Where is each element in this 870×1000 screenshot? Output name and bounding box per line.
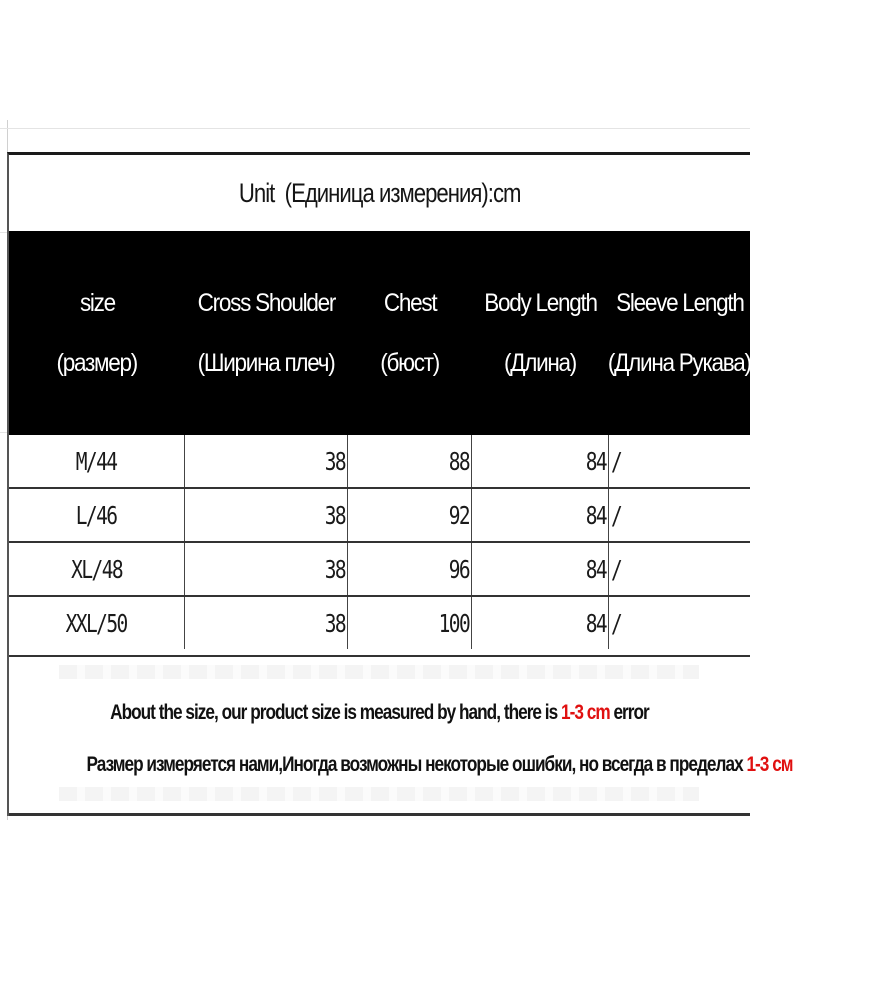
- table-header: [9, 231, 750, 435]
- header-chest-en: Chest: [383, 289, 437, 317]
- unit-label: [9, 155, 750, 231]
- cell-size: XXL/50: [9, 597, 185, 649]
- header-sleeve-length: [609, 231, 750, 435]
- note-russian-highlight: 1-3 см: [746, 753, 793, 776]
- header-size: [9, 231, 185, 435]
- header-chest: [348, 231, 472, 435]
- cell-size: L/46: [9, 489, 185, 541]
- header-size-ru: (размер): [56, 349, 138, 377]
- header-cross-shoulder-ru: (Ширина плеч): [198, 349, 335, 377]
- header-body-length-en: Body Length: [484, 289, 597, 317]
- note-english-highlight: 1-3 cm: [561, 701, 610, 724]
- table-row: [9, 435, 750, 489]
- cell-size: M/44: [9, 435, 185, 487]
- note-english-text: About the size, our product size is measured by hand, there is: [110, 701, 562, 724]
- note-russian-text: Размер измеряется нами,Иногда возможны некоторые ошибки, но всегда в пределах: [86, 753, 747, 776]
- measurement-note: [9, 655, 793, 816]
- sheet-gridline: [0, 128, 750, 129]
- cell-chest: 96: [348, 543, 472, 595]
- header-sleeve-length-en: Sleeve Length: [615, 289, 744, 317]
- table-row: [9, 489, 750, 543]
- note-english-tail: error: [609, 701, 649, 724]
- cell-body-length: 84: [472, 597, 609, 649]
- header-sleeve-length-ru: (Длина Рукава): [608, 349, 751, 377]
- table-row: [9, 597, 750, 655]
- cell-cross-shoulder: 38: [185, 435, 348, 487]
- header-body-length-ru: (Длина): [504, 349, 577, 377]
- cell-body-length: 84: [472, 435, 609, 487]
- header-cross-shoulder-en: Cross Shoulder: [197, 289, 336, 317]
- header-body-length: [472, 231, 609, 435]
- cell-cross-shoulder: 38: [185, 597, 348, 649]
- unit-label-text: Unit (Единица измерения):cm: [238, 177, 521, 208]
- header-cross-shoulder: [185, 231, 348, 435]
- faint-watermark: [59, 787, 699, 801]
- size-chart: [7, 152, 793, 816]
- cell-chest: 100: [348, 597, 472, 649]
- cell-body-length: 84: [472, 543, 609, 595]
- cell-sleeve-length: /: [611, 608, 622, 638]
- cell-cross-shoulder: 38: [185, 543, 348, 595]
- cell-sleeve-length: /: [611, 500, 622, 530]
- note-russian: [9, 753, 793, 777]
- cell-size: XL/48: [9, 543, 185, 595]
- cell-body-length: 84: [472, 489, 609, 541]
- header-chest-ru: (бюст): [380, 349, 440, 377]
- header-size-en: size: [79, 289, 115, 317]
- table-row: [9, 543, 750, 597]
- cell-chest: 88: [348, 435, 472, 487]
- note-english: [9, 701, 750, 725]
- cell-sleeve-length: /: [611, 446, 622, 476]
- faint-watermark: [59, 665, 699, 679]
- cell-cross-shoulder: 38: [185, 489, 348, 541]
- cell-sleeve-length: /: [611, 554, 622, 584]
- cell-chest: 92: [348, 489, 472, 541]
